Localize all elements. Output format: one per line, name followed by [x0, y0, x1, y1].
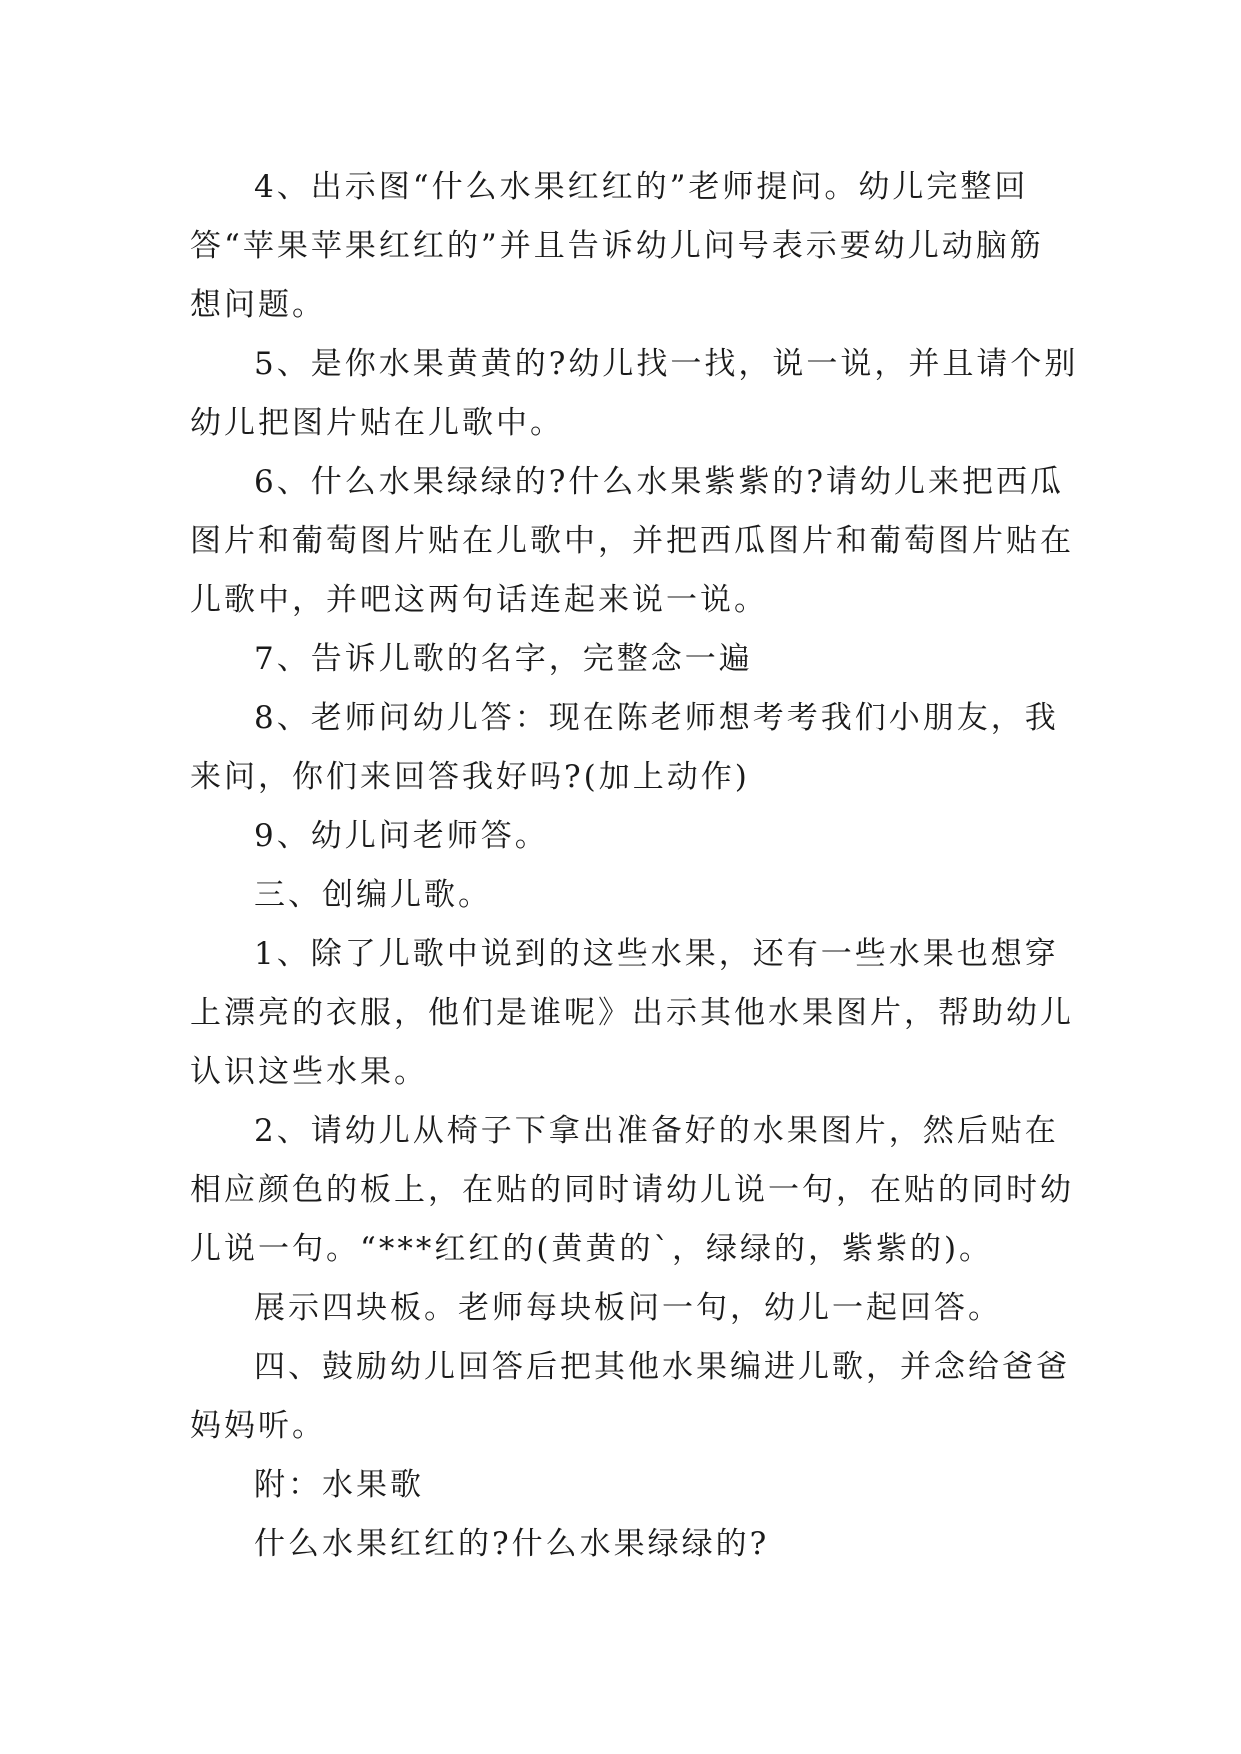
text-line: 1、除了儿歌中说到的这些水果，还有一些水果也想穿: [254, 936, 1059, 972]
paragraph-display-boards: [190, 1279, 1056, 1338]
text-line: 来问，你们来回答我好吗?(加上动作): [190, 759, 750, 795]
text-line: 9、幼儿问老师答。: [254, 818, 549, 854]
paragraph-step-8: [190, 689, 1059, 807]
text-line: 相应颜色的板上，在贴的同时请幼儿说一句，在贴的同时幼: [190, 1172, 1074, 1208]
paragraph-step-4: [190, 158, 1056, 335]
text-line: 上漂亮的衣服，他们是谁呢》出示其他水果图片，帮助幼儿: [190, 995, 1074, 1031]
text-line: 答“苹果苹果红红的”并且告诉幼儿问号表示要幼儿动脑筋: [190, 228, 1044, 264]
text-line: 展示四块板。老师每块板问一句，幼儿一起回答。: [254, 1290, 1002, 1326]
text-line: 4、出示图“什么水果红红的”老师提问。幼儿完整回: [254, 169, 1029, 205]
section-heading: 三、创编儿歌。: [254, 877, 492, 913]
document-body: [190, 158, 1079, 1574]
lyric-line: 什么水果红红的?什么水果绿绿的?: [254, 1526, 770, 1562]
appendix-heading: 附：水果歌: [254, 1467, 424, 1503]
text-line: 7、告诉儿歌的名字，完整念一遍: [254, 641, 753, 677]
paragraph-step-6: [190, 453, 1074, 630]
text-line: 5、是你水果黄黄的?幼儿找一找，说一说，并且请个别: [254, 346, 1079, 382]
text-line: 想问题。: [190, 287, 326, 323]
text-line: 图片和葡萄图片贴在儿歌中，并把西瓜图片和葡萄图片贴在: [190, 523, 1074, 559]
text-line: 妈妈听。: [190, 1408, 326, 1444]
text-line: 认识这些水果。: [190, 1054, 428, 1090]
text-line: 6、什么水果绿绿的?什么水果紫紫的?请幼儿来把西瓜: [254, 464, 1064, 500]
paragraph-sub-2: [190, 1102, 1074, 1279]
paragraph-step-5: [190, 335, 1079, 453]
text-line: 2、请幼儿从椅子下拿出准备好的水果图片，然后贴在: [254, 1113, 1059, 1149]
section-heading-three: [190, 866, 1056, 925]
section-heading: 四、鼓励幼儿回答后把其他水果编进儿歌，并念给爸爸: [254, 1349, 1070, 1385]
paragraph-sub-1: [190, 925, 1074, 1102]
text-line: 8、老师问幼儿答：现在陈老师想考考我们小朋友，我: [254, 700, 1059, 736]
appendix-title: [190, 1456, 1056, 1515]
text-line: 幼儿把图片贴在儿歌中。: [190, 405, 564, 441]
paragraph-step-9: [190, 807, 1056, 866]
text-line: 儿说一句。“***红红的(黄黄的`，绿绿的，紫紫的)。: [190, 1231, 994, 1267]
section-heading-four: [190, 1338, 1070, 1456]
text-line: 儿歌中，并吧这两句话连起来说一说。: [190, 582, 768, 618]
paragraph-step-7: [190, 630, 1056, 689]
song-lyrics: [190, 1515, 1056, 1574]
